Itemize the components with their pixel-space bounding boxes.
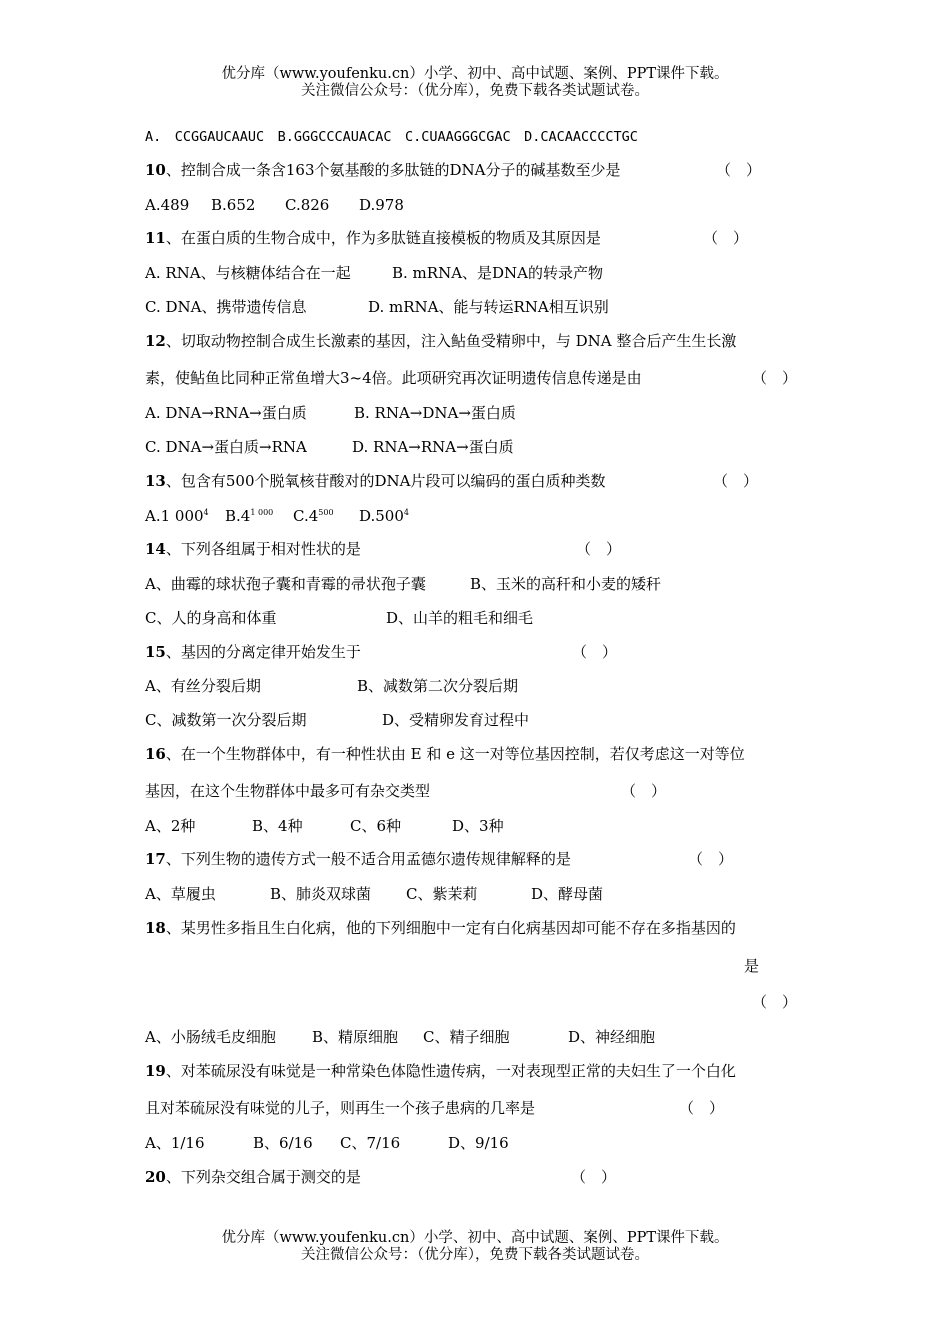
footer-line-1: 优分库（www.youfenku.cn）小学、初中、高中试题、案例、PPT课件下载。 [221,1230,729,1246]
option-b: B、肺炎双球菌 [270,885,372,903]
question-text-line-1: 、对苯硫尿没有味觉是一种常染色体隐性遗传病，一对表现型正常的夫妇生了一个白化 [165,1062,736,1080]
question-text-line-1: 、切取动物控制合成生长激素的基因，注入鲇鱼受精卵中，与 DNA 整合后产生生长激 [165,332,737,350]
option-d: D. RNA→RNA→蛋白质 [352,438,514,456]
option-d: D、山羊的粗毛和细毛 [386,609,534,627]
option-d: D、9/16 [448,1134,509,1152]
option-b: B. mRNA、是DNA的转录产物 [392,264,604,282]
option-c: C. DNA、携带遗传信息 [145,298,307,316]
answer-paren: （ ） [572,643,618,661]
q9-options: A. CCGGAUCAAUC B.GGGCCCAUACAC C.CUAAGGGCGAC D.CACAACCCCTGC [145,129,638,145]
option-a: A. DNA→RNA→蛋白质 [145,404,307,422]
question-number: 14 [145,540,166,558]
option-a: A、2种 [145,817,196,835]
question-text: 、下列各组属于相对性状的是 [165,540,361,558]
option-c: C、7/16 [340,1134,401,1152]
question-number: 16 [145,745,166,763]
question-number: 18 [145,919,166,937]
question-18 [145,918,736,938]
question-number: 13 [145,472,166,490]
option-c: C、6种 [350,817,402,835]
question-text: 、某男性多指且生白化病，他的下列细胞中一定有白化病基因却可能不存在多指基因的 [165,919,736,937]
question-12-line-2: 素，使鲇鱼比同种正常鱼增大3~4倍。此项研究再次证明遗传信息传递是由 [145,369,642,387]
answer-paren: （ ） [752,369,798,387]
answer-paren: （ ） [571,1168,617,1186]
option-b: B、6/16 [253,1134,313,1152]
header-line-1: 优分库（www.youfenku.cn）小学、初中、高中试题、案例、PPT课件下载。 [221,66,729,82]
question-text: 、控制合成一条含163个氨基酸的多肽链的DNA分子的碱基数至少是 [165,161,621,179]
question-12 [145,331,736,351]
option-b: B.652 [211,196,256,214]
question-text: 、基因的分离定律开始发生于 [165,643,361,661]
question-number: 11 [145,229,166,247]
question-number: 17 [145,850,166,868]
option-a: A. RNA、与核糖体结合在一起 [145,264,351,282]
option-b: B. RNA→DNA→蛋白质 [354,404,516,422]
option-b: B、4种 [252,817,303,835]
option-d: D.500$^4$ [359,507,409,525]
answer-paren: （ ） [703,229,749,247]
question-16-line-2: 基因，在这个生物群体中最多可有杂交类型 [145,782,431,800]
option-d: D、神经细胞 [568,1028,656,1046]
question-15 [145,642,361,662]
option-a: A、曲霉的球状孢子囊和青霉的帚状孢子囊 [145,575,426,593]
option-a: A.1 $000^4$ [145,507,209,525]
header-line-2: 关注微信公众号：（优分库），免费下载各类试题试卷。 [301,83,649,99]
question-16 [145,744,745,764]
question-19-line-2: 且对苯硫尿没有味觉的儿子，则再生一个孩子患病的几率是 [145,1099,536,1117]
option-d: D.978 [359,196,404,214]
option-b: $B.4^{1 000}$ [225,507,274,525]
option-c: C. DNA→蛋白质→RNA [145,438,307,456]
answer-paren: （ ） [576,540,622,558]
option-b: B、玉米的高秆和小麦的矮秆 [470,575,662,593]
option-d: D、酵母菌 [531,885,604,903]
option-b: B、减数第二次分裂后期 [357,677,519,695]
option-a: A、有丝分裂后期 [145,677,261,695]
answer-paren: （ ） [688,850,734,868]
answer-paren: （ ） [679,1099,725,1117]
question-10 [145,160,621,180]
page-header [0,66,950,100]
answer-paren: （ ） [713,472,759,490]
option-a: A.489 [145,196,190,214]
option-c: C.826 [285,196,330,214]
question-text: 、下列生物的遗传方式一般不适合用孟德尔遗传规律解释的是 [165,850,571,868]
option-c: $C.4^{500}$ [293,507,334,525]
question-19 [145,1061,736,1081]
question-14 [145,539,361,559]
option-a: A、小肠绒毛皮细胞 [145,1028,276,1046]
question-number: 15 [145,643,166,661]
option-b: B、精原细胞 [312,1028,399,1046]
footer-line-2: 关注微信公众号：（优分库），免费下载各类试题试卷。 [301,1247,649,1263]
question-number: 12 [145,332,166,350]
option-c: C、人的身高和体重 [145,609,277,627]
option-d: D、3种 [452,817,504,835]
answer-paren: （ ） [752,993,798,1011]
question-17 [145,849,571,869]
option-d: D、受精卵发育过程中 [382,711,530,729]
question-13 [145,471,606,491]
question-number: 20 [145,1168,166,1186]
question-text: 、下列杂交组合属于测交的是 [165,1168,361,1186]
page-footer [0,1230,950,1264]
option-a: A、草履虫 [145,885,216,903]
option-c: C、紫茉莉 [406,885,478,903]
answer-paren: （ ） [621,782,667,800]
answer-paren: （ ） [716,161,762,179]
question-text: 、包含有500个脱氧核苷酸对的DNA片段可以编码的蛋白质种类数 [165,472,606,490]
option-c: C、精子细胞 [423,1028,510,1046]
question-number: 19 [145,1062,166,1080]
option-d: D. mRNA、能与转运RNA相互识别 [368,298,609,316]
option-a: A、1/16 [145,1134,205,1152]
question-18-tail: 是 [744,957,760,975]
option-c: C、减数第一次分裂后期 [145,711,307,729]
question-11 [145,228,601,248]
question-text-line-1: 、在一个生物群体中，有一种性状由 E 和 e 这一对等位基因控制，若仅考虑这一对等位 [165,745,745,763]
question-20 [145,1167,361,1187]
question-number: 10 [145,161,166,179]
question-text: 、在蛋白质的生物合成中，作为多肽链直接模板的物质及其原因是 [165,229,601,247]
